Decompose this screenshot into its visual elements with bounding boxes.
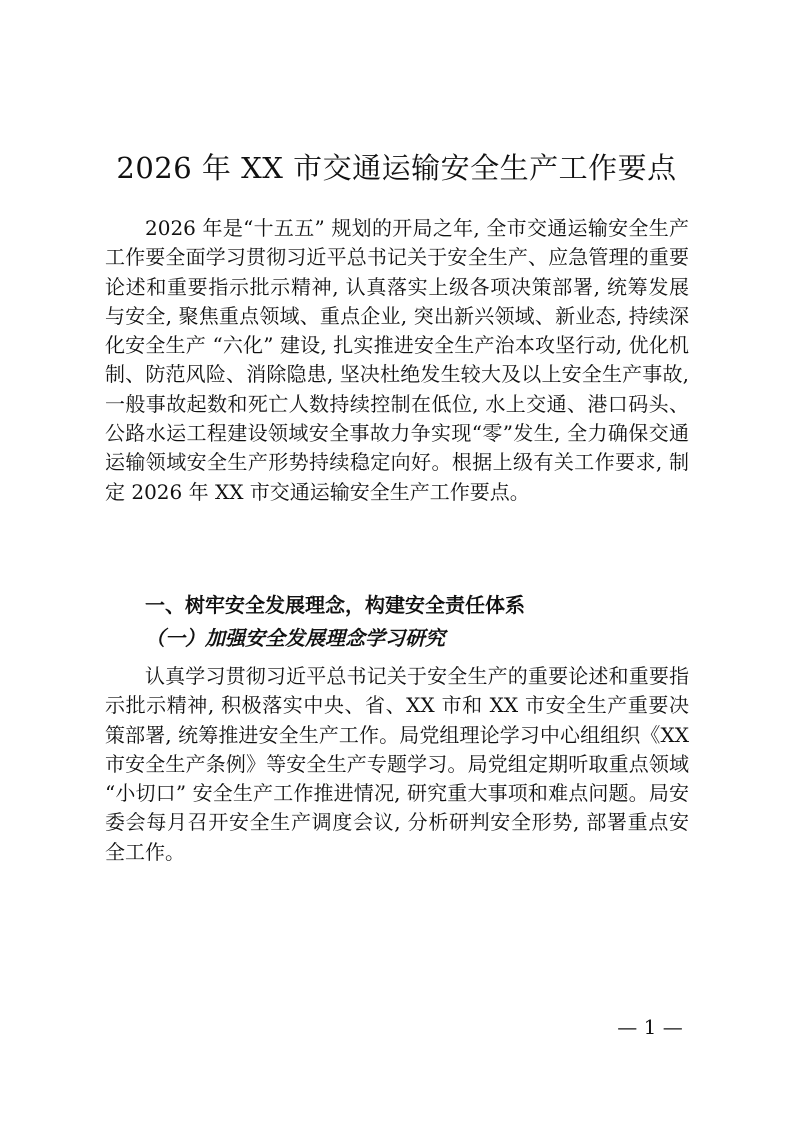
subsection-heading: （一）加强安全发展理念学习研究 [145,626,445,650]
body-paragraph: 认真学习贯彻习近平总书记关于安全生产的重要论述和重要指示批示精神, 积极落实中央、省、XX 市和 XX 市安全生产重要决策部署, 统筹推进安全生产工作。局党组理论学习中心组组织《XX 市安全生产条例》等安全生产专题学习。局党组定期听取重点领域 “小切口” 安全生产工作推进情况, 研究重大事项和难点问题。局安委会每月召开安全生产调度会议, 分析研判安全形势, 部署重点安全工作。 [105,664,689,864]
intro-paragraph: 2026 年是“十五五” 规划的开局之年, 全市交通运输安全生产工作要全面学习贯彻习近平总书记关于安全生产、应急管理的重要论述和重要指示批示精神, 认真落实上级各项决策部署, 统筹发展与安全, 聚焦重点领域、重点企业, 突出新兴领域、新业态, 持续深化安全生产 “六化” 建设, 扎实推进安全生产治本攻坚行动, 优化机制、防范风险、消除隐患, 坚决杜绝发生较大及以上安全生产事故, 一般事故起数和死亡人数持续控制在低位, 水上交通、港口码头、公路水运工程建设领域安全事故力争实现“零”发生, 全力确保交通运输领域安全生产形势持续稳定向好。根据上级有关工作要求, 制定 2026 年 XX 市交通运输安全生产工作要点。 [105,216,689,504]
page-number: — 1 — [617,1015,683,1039]
section-heading: 一、树牢安全发展理念，构建安全责任体系 [145,593,525,617]
document-title: 2026 年 XX 市交通运输安全生产工作要点 [116,151,677,185]
